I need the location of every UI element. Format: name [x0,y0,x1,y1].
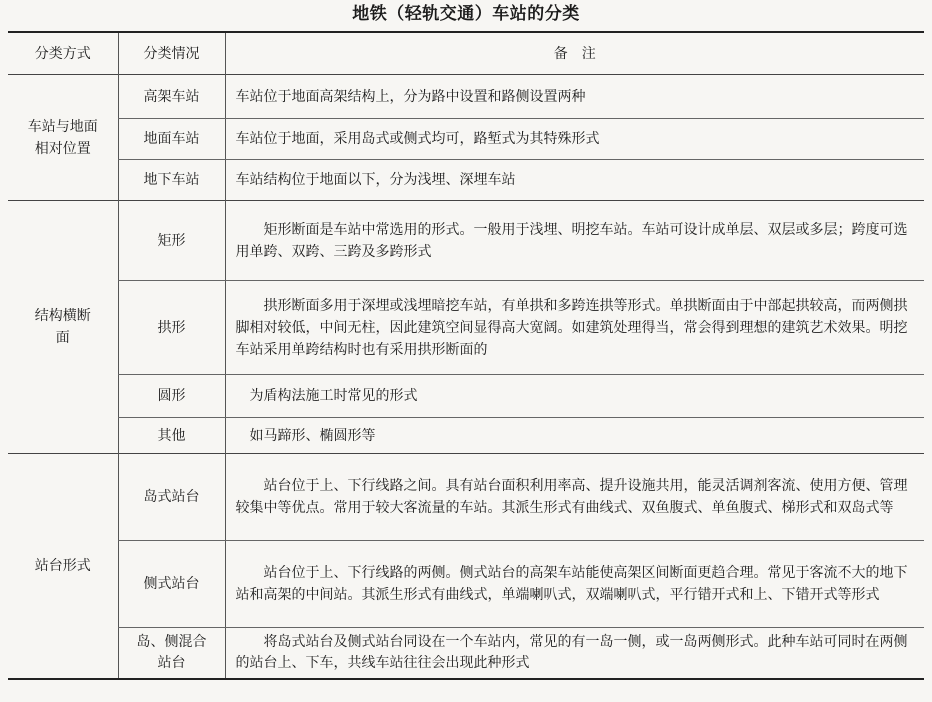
category-position: 车站与地面相对位置 [27,118,98,157]
table-row [8,454,924,541]
note-cell: 车站位于地面高架结构上，分为路中设置和路侧设置两种 [225,75,924,119]
type-cell: 其他 [118,418,225,454]
table-title: 地铁（轻轨交通）车站的分类 [352,4,580,24]
note-cell: 车站位于地面，采用岛式或侧式均可，路堑式为其特殊形式 [225,119,924,160]
note-cell: 如马蹄形、椭圆形等 [225,418,924,454]
note-cell: 站台位于上、下行线路的两侧。侧式站台的高架车站能使高架区间断面更趋合理。常见于客流不大的地下站和高架的中间站。其派生形式有曲线式，单端喇叭式，双端喇叭式，平行错开式和上、下错开式等形式 [225,541,924,628]
table-row [8,160,924,201]
station-classification-table [8,31,924,680]
note-cell: 为盾构法施工时常见的形式 [225,375,924,418]
note-cell: 拱形断面多用于深埋或浅埋暗挖车站，有单拱和多跨连拱等形式。单拱断面由于中部起拱较高，而两侧拱脚相对较低，中间无柱，因此建筑空间显得高大宽阔。如建筑处理得当，常会得到理想的建筑艺术效果。明挖车站采用单跨结构时也有采用拱形断面的 [225,281,924,375]
table-row [8,119,924,160]
note-cell: 站台位于上、下行线路之间。具有站台面积利用率高、提升设施共用，能灵活调剂客流、使用方便、管理较集中等优点。常用于较大客流量的车站。其派生形式有曲线式、双鱼腹式、单鱼腹式、梯形式和双岛式等 [225,454,924,541]
table-header-row [8,32,924,75]
table-row [8,201,924,281]
table-row [8,418,924,454]
type-cell: 拱形 [118,281,225,375]
header-classification-type: 分类情况 [118,32,225,75]
type-cell: 岛、侧混合站台 [118,628,225,679]
category-cross-section: 结构横断面 [34,308,91,346]
note-cell: 车站结构位于地面以下，分为浅埋、深埋车站 [225,160,924,201]
type-cell: 地下车站 [118,160,225,201]
type-cell: 高架车站 [118,75,225,119]
type-cell: 圆形 [118,375,225,418]
table-row [8,628,924,679]
header-classification-method: 分类方式 [34,45,91,62]
table-row [8,75,924,119]
table-row [8,375,924,418]
header-remarks: 备 注 [225,32,924,75]
table-row [8,541,924,628]
type-cell: 岛式站台 [118,454,225,541]
type-cell: 地面车站 [118,119,225,160]
category-platform-form: 站台形式 [34,557,91,574]
table-row [8,281,924,375]
note-cell: 将岛式站台及侧式站台同设在一个车站内，常见的有一岛一侧，或一岛两侧形式。此种车站可同时在两侧的站台上、下车，共线车站往往会出现此种形式 [225,628,924,679]
type-cell: 侧式站台 [118,541,225,628]
type-cell: 矩形 [118,201,225,281]
note-cell: 矩形断面是车站中常选用的形式。一般用于浅埋、明挖车站。车站可设计成单层、双层或多层；跨度可选用单跨、双跨、三跨及多跨形式 [225,201,924,281]
